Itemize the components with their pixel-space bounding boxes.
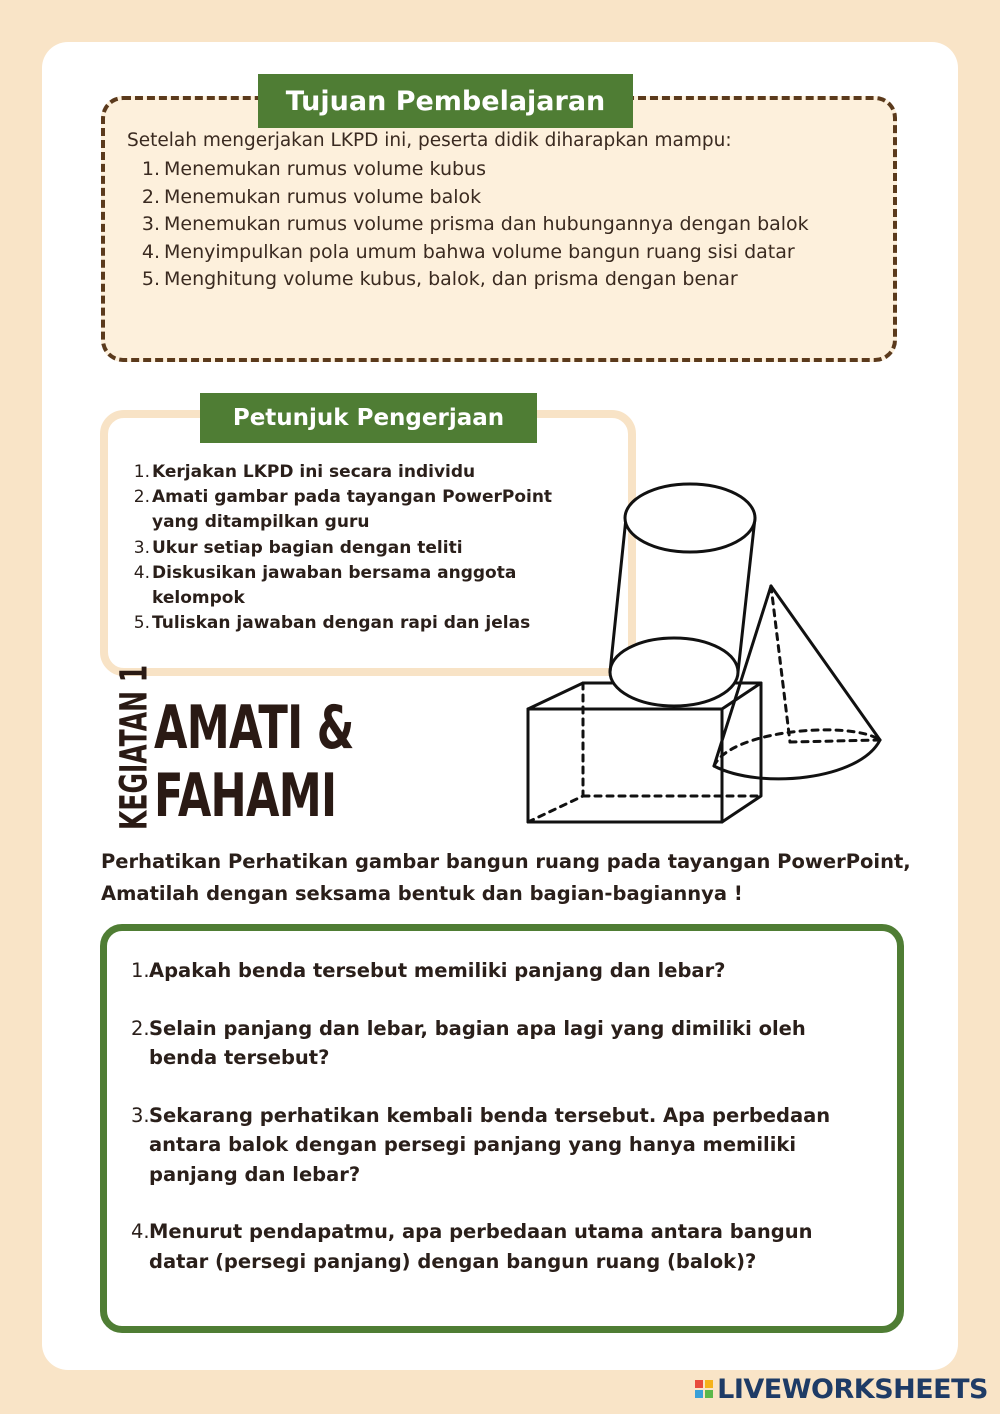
item-number: 4. <box>141 240 160 263</box>
item-number: 3. <box>133 537 150 558</box>
activity-label: KEGIATAN 1 <box>112 664 156 830</box>
question-item <box>131 1217 871 1276</box>
objective-item <box>130 156 870 184</box>
item-number: 5. <box>141 268 160 290</box>
geometric-solids-illustration <box>500 480 900 840</box>
liveworksheets-watermark[interactable] <box>695 1372 988 1406</box>
instructions-title: Petunjuk Pengerjaan <box>200 393 537 443</box>
question-text: Apakah benda tersebut memiliki panjang dan lebar? <box>149 959 726 982</box>
objective-item <box>130 184 870 212</box>
objective-item <box>130 266 870 294</box>
item-number: 1. <box>133 462 150 482</box>
objective-text: Menemukan rumus volume balok <box>164 185 482 208</box>
objective-text: Menghitung volume kubus, balok, dan prisma dengan benar <box>164 268 738 290</box>
item-number: 4. <box>131 1220 150 1243</box>
learning-objectives-intro: Setelah mengerjakan LKPD ini, peserta didik diharapkan mampu: <box>127 130 732 151</box>
question-text: Sekarang perhatikan kembali benda tersebut. Apa perbedaan antara balok dengan persegi panjang yang hanya memiliki panjang dan lebar? <box>149 1103 831 1186</box>
question-item <box>131 1101 871 1190</box>
item-number: 2. <box>133 487 150 508</box>
item-number: 1. <box>131 959 150 982</box>
objective-item <box>130 239 870 267</box>
questions-list <box>131 956 871 1276</box>
instruction-text: Amati gambar pada tayangan PowerPoint yang ditampilkan guru <box>152 487 553 533</box>
item-number: 3. <box>131 1103 150 1127</box>
learning-objectives-list <box>130 156 870 294</box>
item-number: 1. <box>141 158 160 180</box>
activity-instruction: Perhatikan Perhatikan gambar bangun ruang pada tayangan PowerPoint, Amatilah dengan seksama bentuk dan bagian-bagiannya ! <box>101 850 911 905</box>
activity-title-line-1: AMATI & <box>154 693 354 763</box>
question-text: Menurut pendapatmu, apa perbedaan utama antara bangun datar (persegi panjang) dengan bangun ruang (balok)? <box>149 1220 813 1273</box>
item-number: 2. <box>141 185 160 208</box>
learning-objectives-title: Tujuan Pembelajaran <box>258 74 633 128</box>
cylinder-shape <box>610 484 755 706</box>
item-number: 5. <box>133 613 150 634</box>
activity-title <box>154 694 354 830</box>
liveworksheets-logo-icon <box>695 1380 713 1398</box>
item-number: 2. <box>131 1016 150 1040</box>
objective-text: Menyimpulkan pola umum bahwa volume bangun ruang sisi datar <box>164 240 795 263</box>
instruction-text: Diskusikan jawaban bersama anggota kelompok <box>152 562 517 609</box>
cone-shape <box>714 586 880 779</box>
activity-title-line-2: FAHAMI <box>154 761 337 831</box>
instruction-text: Kerjakan LKPD ini secara individu <box>152 462 476 482</box>
question-text: Selain panjang dan lebar, bagian apa lagi yang dimiliki oleh benda tersebut? <box>149 1016 806 1069</box>
question-item <box>131 956 871 986</box>
item-number: 3. <box>141 213 160 235</box>
objective-text: Menemukan rumus volume kubus <box>164 158 486 180</box>
objective-text: Menemukan rumus volume prisma dan hubungannya dengan balok <box>164 213 809 235</box>
objective-item <box>130 211 870 239</box>
question-item <box>131 1014 871 1073</box>
instruction-text: Ukur setiap bagian dengan teliti <box>152 537 463 558</box>
liveworksheets-brand: LIVEWORKSHEETS <box>717 1373 988 1405</box>
instruction-text: Tuliskan jawaban dengan rapi dan jelas <box>152 613 531 634</box>
item-number: 4. <box>133 562 150 583</box>
